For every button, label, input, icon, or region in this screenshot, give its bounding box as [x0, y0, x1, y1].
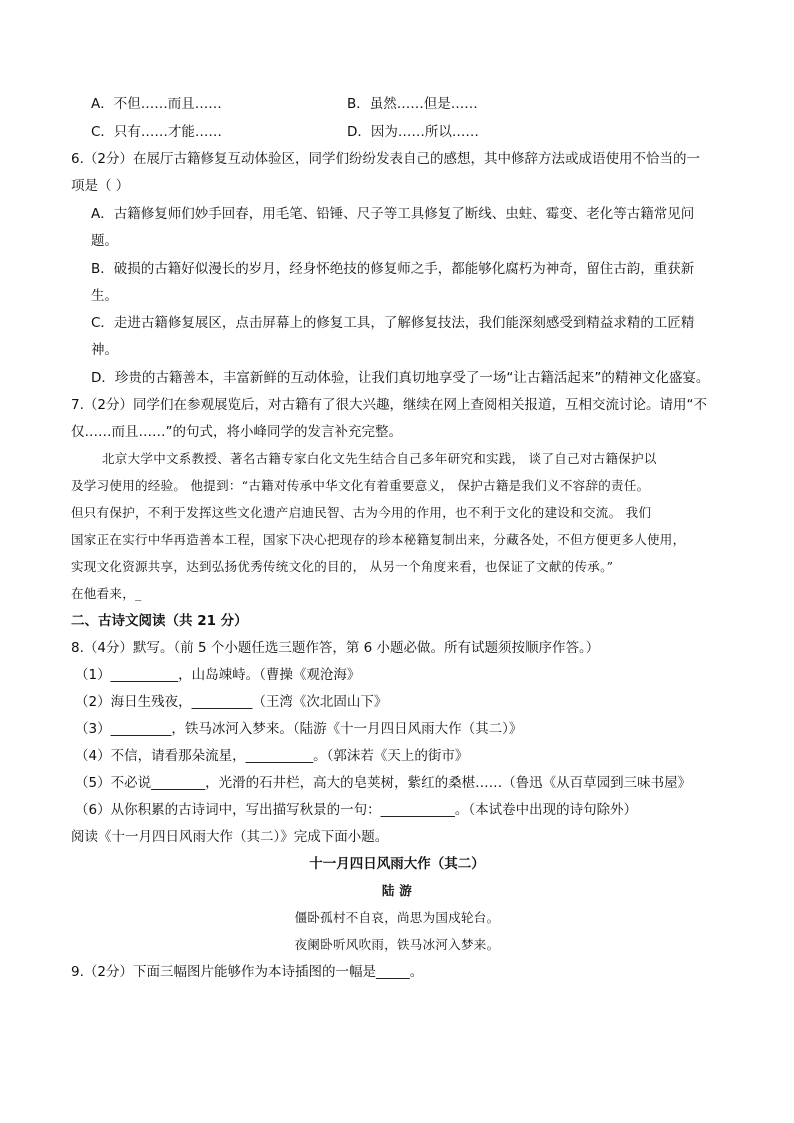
- q7-stem-line-2: 仅……而且……”的句式，将小峰同学的发言补充完整。: [71, 424, 402, 440]
- poem-line-2: 夜阑卧听风吹雨，铁马冰河入梦来。: [294, 937, 500, 952]
- q6-option-d: D．珍贵的古籍善本，丰富新鲜的互动体验，让我们真切地享受了一场“让古籍活起来”的精神文化盛宴。: [91, 370, 710, 386]
- q7-stem-line-1: 7.（2分）同学们在参观展览后，对古籍有了很大兴趣，继续在网上查阅相关报道，互相交流讨论。请用“不: [71, 397, 707, 413]
- poem-title: 十一月四日风雨大作（其二）: [309, 856, 485, 872]
- q6-stem-line-1: 6.（2分）在展厅古籍修复互动体验区，同学们纷纷发表自己的感想，其中修辞方法或成语使用不恰当的一: [71, 151, 700, 167]
- q5-option-d: D．因为……所以……: [347, 124, 479, 140]
- q7-answer-prompt: 在他看来，_: [71, 586, 142, 601]
- q6-option-c-line-1: C．走进古籍修复展区，点击屏幕上的修复工具，了解修复技法，我们能深刻感受到精益求精的工匠精: [91, 315, 695, 331]
- q6-option-b-line-2: 生。: [91, 288, 118, 304]
- q6-option-a-line-1: A．古籍修复师们妙手回春，用毛笔、铅锤、尺子等工具修复了断线、虫蛀、霉变、老化等古籍常见问: [91, 206, 695, 222]
- poem-line-1: 僵卧孤村不自哀，尚思为国戍轮台。: [294, 910, 500, 925]
- poem-author: 陆 游: [381, 883, 413, 898]
- reading-intro: 阅读《十一月四日风雨大作（其二）》完成下面小题。: [71, 829, 389, 845]
- q6-option-b-line-1: B．破损的古籍好似漫长的岁月，经身怀绝技的修复师之手，都能够化腐朽为神奇，留住古韵，重获新: [91, 261, 695, 277]
- q8-item-6: （6）从你积累的古诗词中，写出描写秋景的一句：___________。（本试卷中出现的诗句除外）: [75, 802, 638, 818]
- q8-item-1: （1）__________，山岛竦峙。（曹操《观沧海》: [75, 667, 361, 683]
- q5-option-c: C．只有……才能……: [91, 124, 222, 140]
- q7-passage-line-2: 及学习使用的经验。 他提到：“古籍对传承中华文化有着重要意义， 保护古籍是我们义不容辞的责任。: [71, 478, 650, 493]
- q8-stem: 8.（4分）默写。（前 5 个小题任选三题作答，第 6 小题必做。所有试题须按顺序作答。）: [71, 640, 600, 656]
- q7-passage-line-4: 国家正在实行中华再造善本工程，国家下决心把现存的珍本秘籍复制出来，分藏各处，不但方便更多人使用，: [71, 532, 686, 547]
- q6-option-a-line-2: 题。: [91, 233, 118, 249]
- q6-stem-line-2: 项是（ ）: [71, 178, 130, 194]
- q6-option-c-line-2: 神。: [91, 342, 118, 358]
- q7-passage-line-1: 北京大学中文系教授、著名古籍专家白化文先生结合自己多年研究和实践， 谈了自己对古籍保护以: [102, 451, 657, 466]
- q5-option-a: A．不但……而且……: [91, 96, 222, 112]
- section-2-title: 二、古诗文阅读（共 21 分）: [71, 613, 248, 629]
- q7-passage-line-5: 实现文化资源共享，达到弘扬优秀传统文化的目的， 从另一个角度来看，也保证了文献的传承。”: [71, 559, 614, 574]
- q8-item-2: （2）海日生残夜，_________（王湾《次北固山下》: [75, 694, 388, 710]
- q8-item-3: （3）_________，铁马冰河入梦来。（陆游《十一月四日风雨大作（其二）》: [75, 721, 523, 737]
- q5-option-b: B．虽然……但是……: [347, 96, 478, 112]
- q8-item-5: （5）不必说________，光滑的石井栏，高大的皂荚树，紫红的桑椹……（鲁迅《从百草园到三味书屋》: [75, 775, 692, 791]
- q9-stem: 9.（2分）下面三幅图片能够作为本诗插图的一幅是_____。: [71, 964, 424, 980]
- q8-item-4: （4）不信，请看那朵流星，__________。（郭沫若《天上的街市》: [75, 748, 469, 764]
- q7-passage-line-3: 但只有保护，不利于发挥这些文化遗产启迪民智、古为今用的作用，也不利于文化的建设和交流。 我们: [71, 505, 652, 520]
